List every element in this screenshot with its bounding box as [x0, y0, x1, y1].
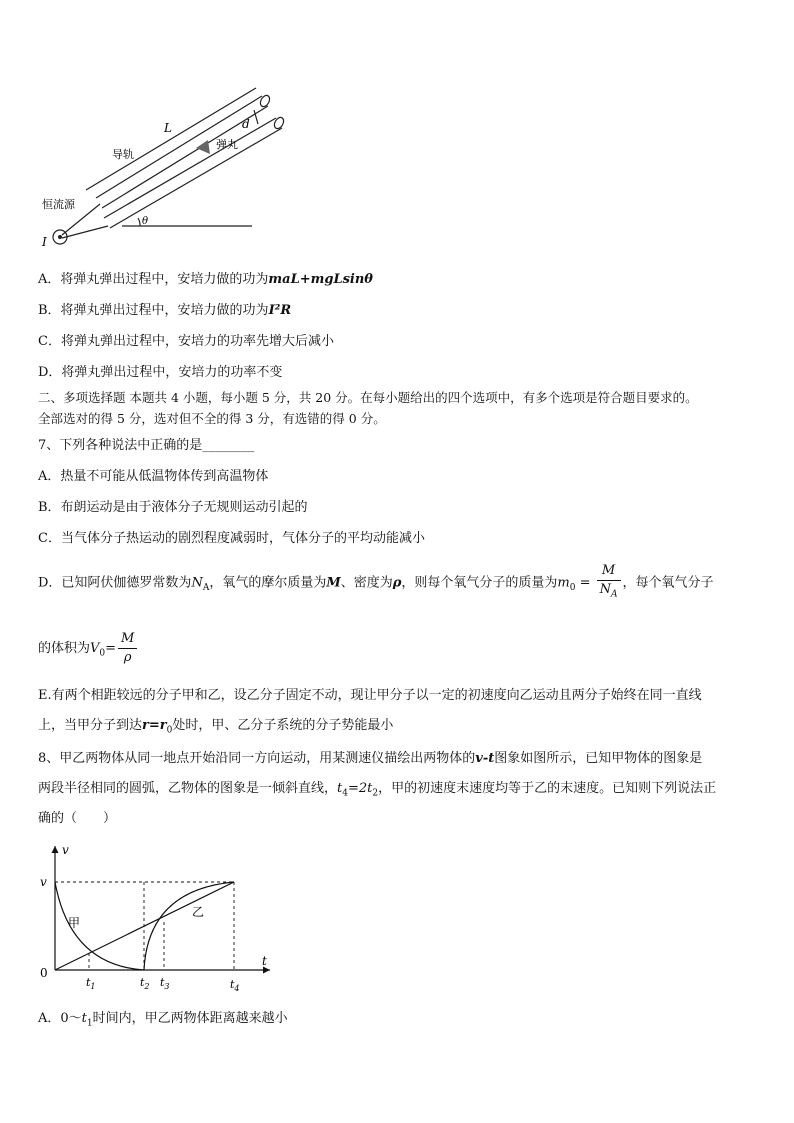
- x-tick-t1: $t_1$: [86, 976, 96, 991]
- q7-option-a: A．热量不可能从低温物体传到高温物体: [38, 469, 269, 484]
- vt-chart: [30, 840, 290, 1000]
- q7-option-e-line2: 上，当甲分子到达$r=r_0$处时，甲、乙分子系统的分子势能最小: [38, 718, 394, 736]
- q6-option-c: C．将弹丸弹出过程中，安培力的功率先增大后减小: [38, 334, 334, 349]
- q6-option-a: A．将弹丸弹出过程中，安培力做的功为maL+mgLsinθ: [38, 272, 373, 287]
- x-tick-t2: $t_2$: [140, 976, 150, 991]
- q8-stem-line3: 确的（ ）: [38, 811, 117, 826]
- q7-stem: 7、下列各种说法中正确的是________: [38, 438, 255, 453]
- label-theta: θ: [142, 216, 149, 227]
- fraction-v0: $\frac{M}{\rho}$: [118, 630, 137, 667]
- label-source: 恒流源: [42, 198, 75, 211]
- q8-stem-line1: 8、甲乙两物体从同一地点开始沿同一方向运动，用某测速仪描绘出两物体的v-t图象如图所示，已知甲物体的图象是: [38, 751, 703, 766]
- q7-option-e-line1: E.有两个相距较远的分子甲和乙，设乙分子固定不动，现让甲分子以一定的初速度向乙运动且两分子始终在同一直线: [38, 688, 702, 703]
- label-bullet: 弹丸: [216, 138, 238, 151]
- series-label-yi: 乙: [192, 905, 205, 919]
- q7-option-c: C．当气体分子热运动的剧烈程度减弱时，气体分子的平均动能减小: [38, 531, 425, 546]
- axis-label-v: v: [62, 843, 69, 857]
- label-rail: 导轨: [112, 148, 134, 161]
- section-2-heading-line2: 全部选对的得 5 分，选对但不全的得 3 分，有选错的得 0 分。: [38, 411, 386, 426]
- y-tick-v: v: [40, 875, 47, 889]
- q7-option-d-line2: 的体积为$V_0=$ $\frac{M}{\rho}$: [38, 630, 139, 667]
- label-L: L: [164, 121, 172, 135]
- q8-stem-line2: 两段半径相同的圆弧，乙物体的图象是一倾斜直线，$t_4=2t_2$，甲的初速度末速度均等于乙的末速度。已知则下列说法正: [38, 781, 717, 799]
- railgun-figure: [30, 80, 310, 260]
- x-tick-t3: $t_3$: [160, 976, 170, 991]
- series-yi-line: [55, 882, 234, 970]
- bullet-icon: [196, 140, 210, 154]
- series-label-jia: 甲: [68, 916, 81, 930]
- axis-label-t: t: [262, 954, 267, 968]
- origin-label: 0: [40, 966, 48, 980]
- q7-option-d: D．已知阿伏伽德罗常数为$N_A$，氧气的摩尔质量为M、密度为ρ，则每个氧气分子的质量为$m_0$ = $\frac{M}{N_A}$ ，每个氧气分子: [38, 562, 714, 604]
- label-current: I: [42, 235, 47, 249]
- series-jia-arc-2: [144, 882, 234, 970]
- x-tick-t4: $t_4$: [230, 978, 240, 993]
- section-2-heading-line1: 二、多项选择题 本题共 4 小题，每小题 5 分，共 20 分。在每小题给出的四个选项中，有多个选项是符合题目要求的。: [38, 390, 698, 405]
- q6-option-b: B．将弹丸弹出过程中，安培力做的功为I²R: [38, 303, 292, 318]
- fraction-m0: $\frac{M}{N_A}$: [597, 562, 621, 604]
- q6-option-d: D．将弹丸弹出过程中，安培力的功率不变: [38, 365, 283, 380]
- q7-option-b: B．布朗运动是由于液体分子无规则运动引起的: [38, 500, 308, 515]
- label-d: d: [242, 117, 250, 131]
- q8-option-a: A．$0\sim t_1$时间内，甲乙两物体距离越来越小: [38, 1011, 288, 1029]
